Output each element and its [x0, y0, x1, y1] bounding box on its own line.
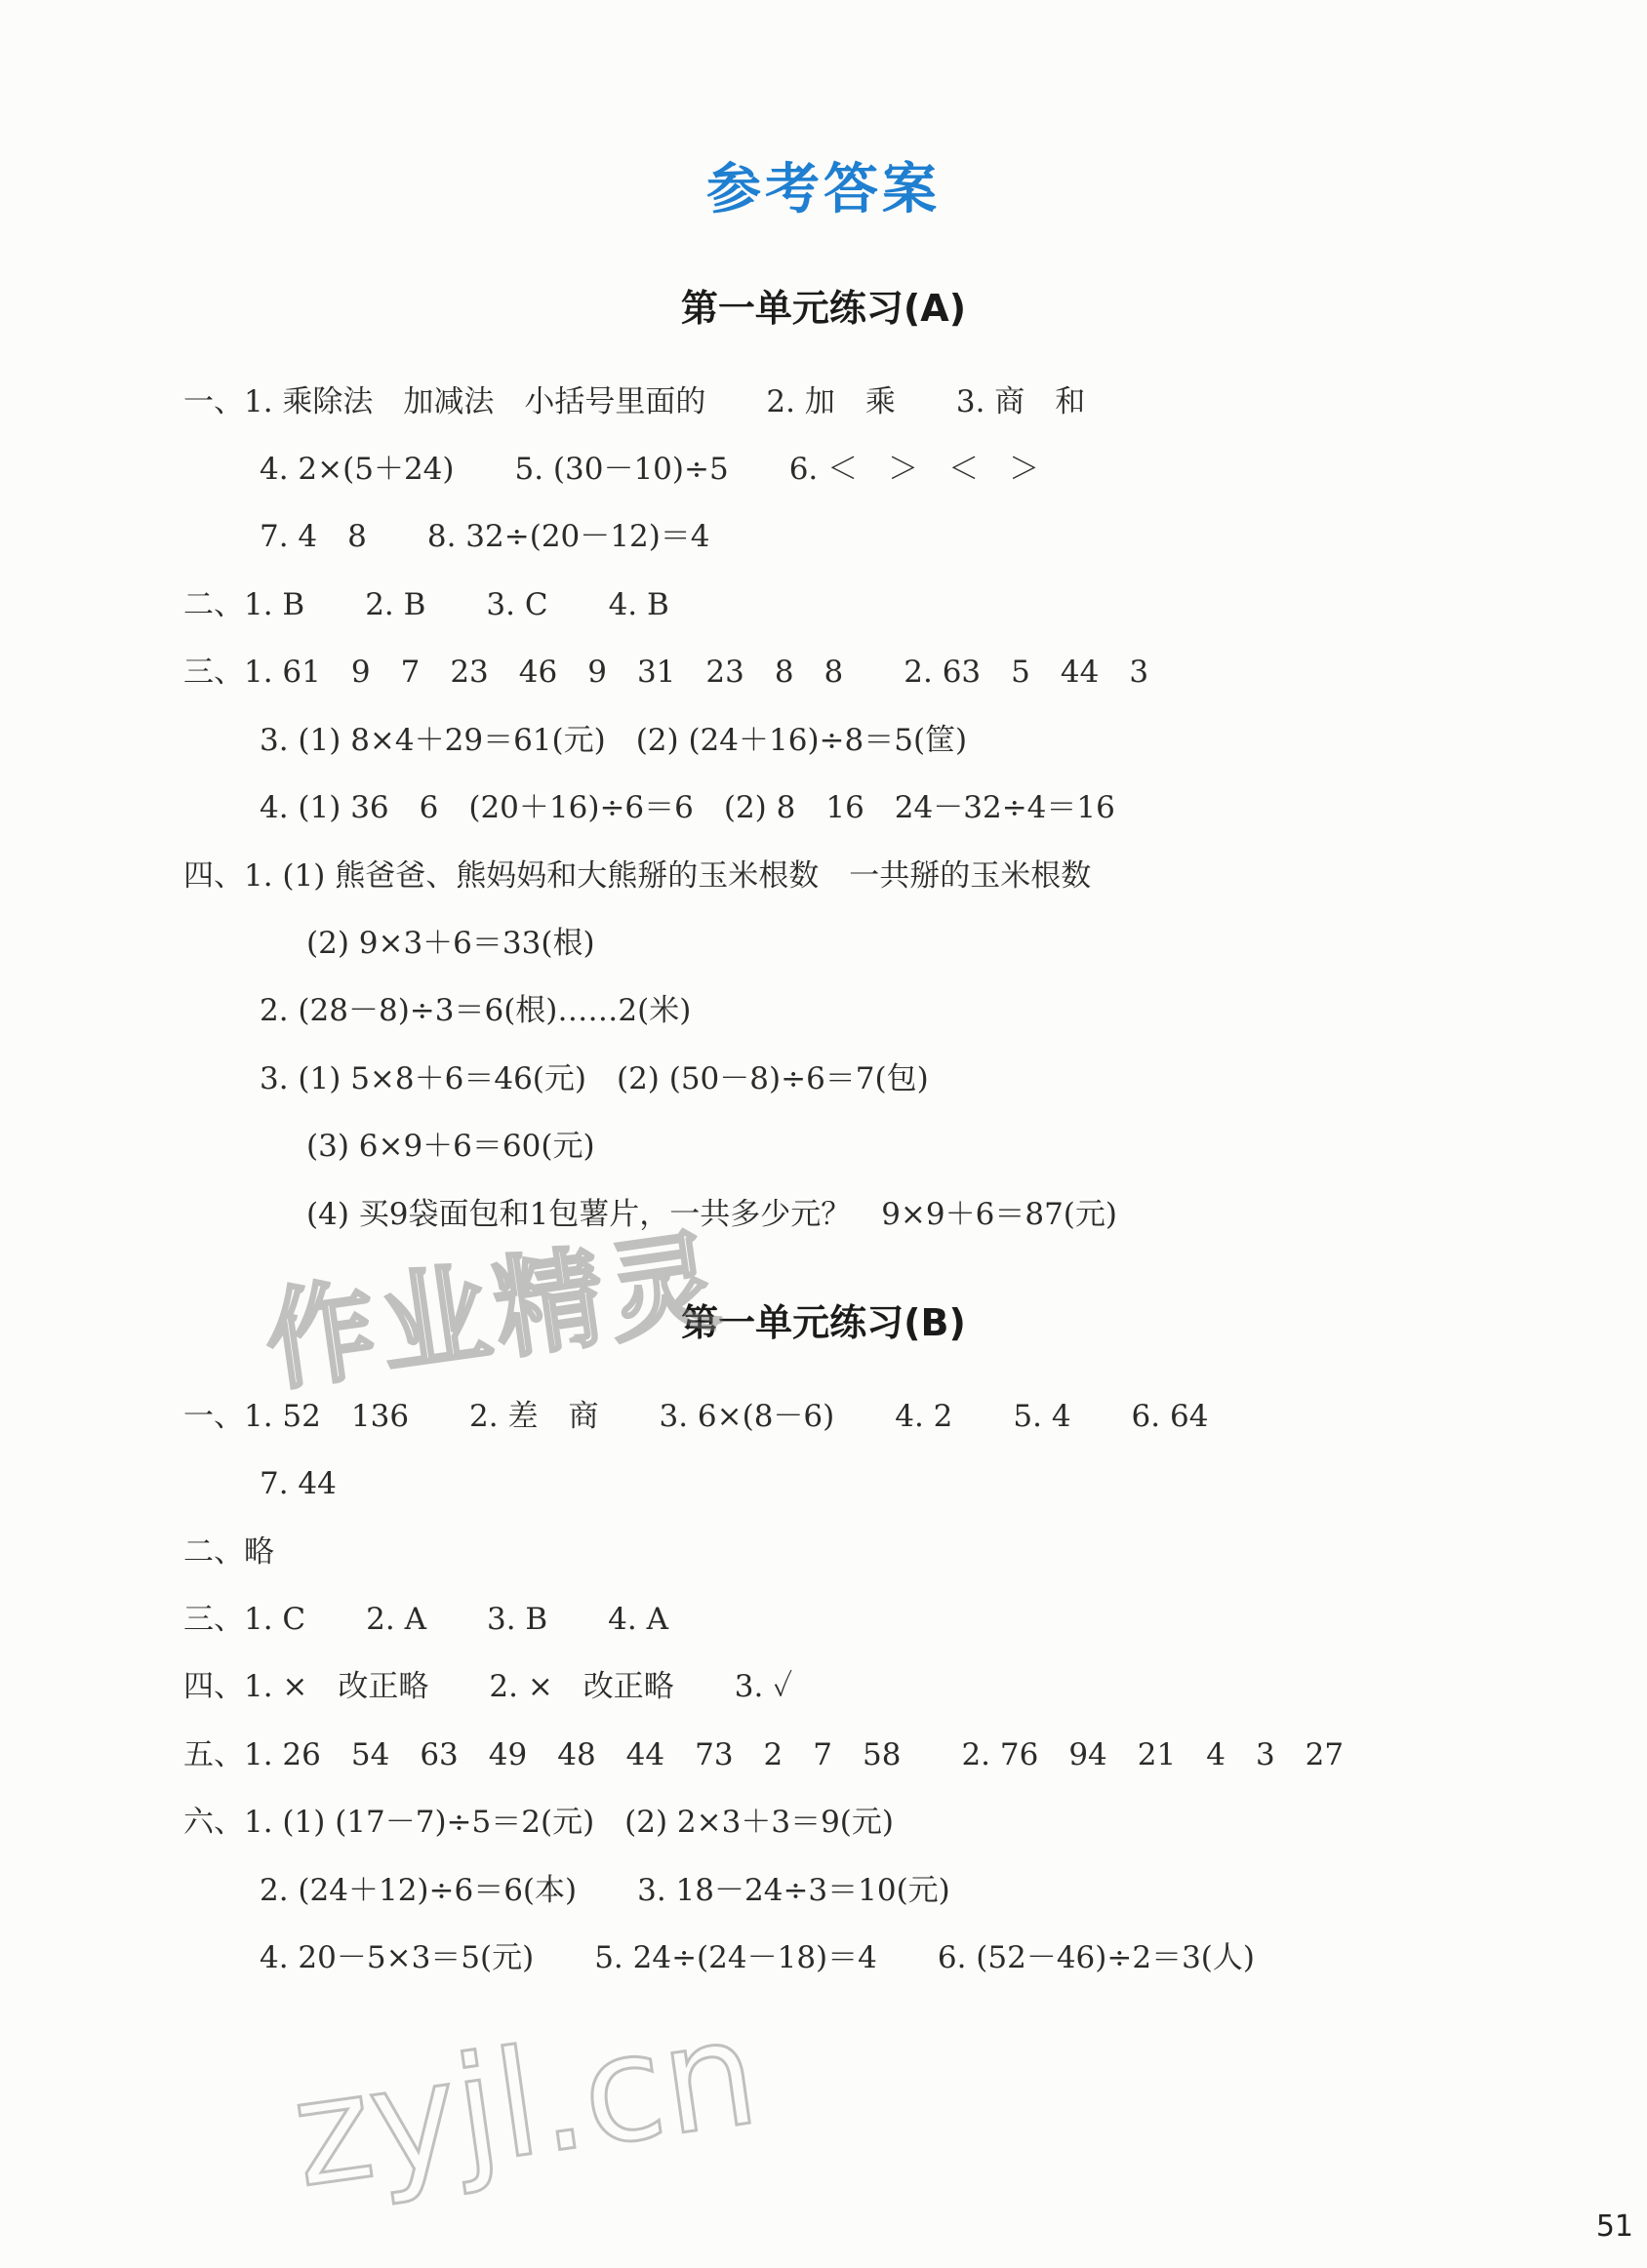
answer-line: 三、1. 61 9 7 23 46 9 31 23 8 8 2. 63 5 44 3 [183, 655, 1149, 690]
answer-line: (2) 9×3＋6＝33(根) [306, 926, 595, 961]
section-b-heading: 第一单元练习(B) [681, 1301, 966, 1344]
answer-line: 3. (1) 8×4＋29＝61(元) (2) (24＋16)÷8＝5(筐) [260, 723, 968, 758]
answer-line: 一、1. 乘除法 加减法 小括号里面的 2. 加 乘 3. 商 和 [183, 384, 1086, 419]
answer-line: 五、1. 26 54 63 49 48 44 73 2 7 58 2. 76 94 21 4 3 27 [183, 1737, 1345, 1772]
answer-line: 三、1. C 2. A 3. B 4. A [183, 1602, 668, 1637]
answer-line: 7. 4 8 8. 32÷(20－12)＝4 [260, 519, 710, 554]
answer-line: 四、1. (1) 熊爸爸、熊妈妈和大熊掰的玉米根数 一共掰的玉米根数 [183, 858, 1092, 894]
section-a-heading: 第一单元练习(A) [680, 287, 967, 330]
answer-line: 二、1. B 2. B 3. C 4. B [183, 587, 669, 622]
answer-line: 二、略 [183, 1534, 274, 1570]
watermark-text: 作业精灵 [258, 1216, 733, 1408]
answer-line: 2. (28－8)÷3＝6(根)……2(米) [260, 993, 692, 1028]
answer-line: 六、1. (1) (17－7)÷5＝2(元) (2) 2×3＋3＝9(元) [183, 1805, 894, 1840]
answer-line: (4) 买9袋面包和1包薯片，一共多少元？ 9×9＋6＝87(元) [306, 1197, 1117, 1232]
answer-line: 4. 20－5×3＝5(元) 5. 24÷(24－18)＝4 6. (52－46)÷2＝3(人) [260, 1940, 1255, 1975]
answer-line: 3. (1) 5×8＋6＝46(元) (2) (50－8)÷6＝7(包) [260, 1061, 929, 1096]
page-title: 参考答案 [706, 158, 941, 221]
answer-line: 4. 2×(5＋24) 5. (30－10)÷5 6. ＜ ＞ ＜ ＞ [260, 452, 1040, 487]
answer-line: 7. 44 [260, 1466, 337, 1501]
watermark-url: zyjl.cn [283, 1987, 767, 2221]
answer-line: 四、1. × 改正略 2. × 改正略 3. ✓ [183, 1669, 793, 1704]
answer-line: 2. (24＋12)÷6＝6(本) 3. 18－24÷3＝10(元) [260, 1873, 950, 1908]
page-number: 51 [1595, 2209, 1633, 2244]
answer-line: 一、1. 52 136 2. 差 商 3. 6×(8－6) 4. 2 5. 4 6. 64 [183, 1399, 1209, 1434]
answer-line: 4. (1) 36 6 (20＋16)÷6＝6 (2) 8 16 24－32÷4＝16 [260, 790, 1115, 825]
answer-line: (3) 6×9＋6＝60(元) [306, 1129, 595, 1164]
